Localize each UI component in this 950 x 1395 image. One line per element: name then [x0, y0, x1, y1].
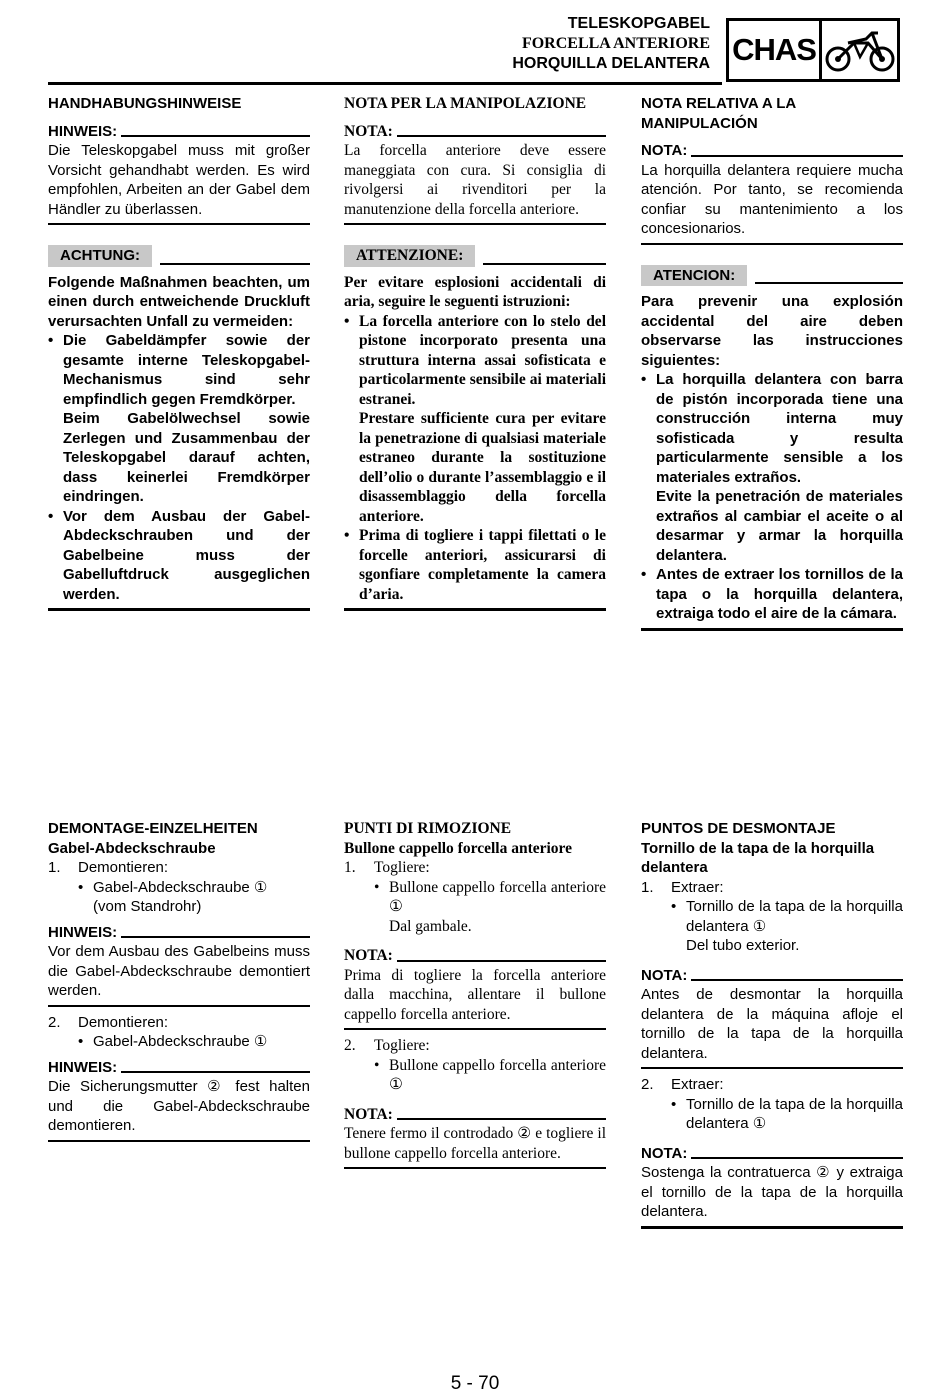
spanish-step-2-number: 2. — [641, 1076, 654, 1093]
italian-removal-note-2-rule — [344, 1167, 606, 1169]
section-label: CHAS — [729, 21, 822, 79]
german-caution-bullet-2: • Vor dem Ausbau der Gabel-Abdeckschrauben und der Gabelbeine muss der Gabelluftdruck ausgeglichen werden. — [48, 507, 310, 605]
title-german: TELESKOPGABEL — [567, 15, 710, 32]
german-step-1-label: Demontieren: — [78, 859, 169, 876]
spanish-caution-header — [641, 265, 903, 287]
german-step-1-sub: (vom Standrohr) — [93, 898, 202, 915]
german-step-1-number: 1. — [48, 859, 61, 876]
german-removal-subheading: Gabel-Abdeckschraube — [48, 839, 216, 857]
german-note-header — [48, 122, 310, 142]
spanish-step-1-number: 1. — [641, 878, 654, 896]
italian-step-2-label: Togliere: — [374, 1037, 430, 1054]
italian-step-1-label: Togliere: — [374, 859, 430, 876]
german-handling-column — [48, 94, 310, 611]
german-caution-bullet-1-cont: Beim Gabelölwechsel sowie Zerlegen und Zusammenbau der Teleskopgabel darauf achten, dass keinerlei Fremdkörper eindringen. — [63, 410, 310, 505]
german-step-2-number: 2. — [48, 1013, 61, 1031]
section-badge — [726, 18, 900, 82]
spanish-removal-note-2-header — [641, 1144, 903, 1164]
spanish-step-2-item: • Tornillo de la tapa de la horquilla delantera ① — [641, 1095, 903, 1134]
spanish-removal-heading: PUNTOS DE DESMONTAJE — [641, 820, 836, 837]
italian-step-1-item: • Bullone cappello forcella anteriore ① — [344, 878, 606, 917]
german-removal-note-1-label: HINWEIS: — [48, 923, 118, 941]
german-caution-header — [48, 245, 310, 267]
spanish-step-1-item: • Tornillo de la tapa de la horquilla delantera ① — [641, 897, 903, 936]
german-caution-intro: Folgende Maßnahmen beachten, um einen durch entweichende Druckluft verursachten Unfall zu vermeiden: — [48, 273, 310, 330]
header-rule — [48, 82, 722, 85]
italian-removal-note-1-label: NOTA: — [344, 947, 393, 964]
italian-handling-heading: NOTA PER LA MANIPOLAZIONE — [344, 95, 587, 112]
italian-step-2 — [344, 1036, 606, 1056]
spanish-caution-bullet-2: • Antes de extraer los tornillos de la tapa o la horquilla delantera, extraiga todo el aire de la cámara. — [641, 565, 903, 624]
italian-removal-subheading: Bullone cappello forcella anteriore — [344, 839, 573, 857]
spanish-step-2 — [641, 1075, 903, 1095]
spanish-caution-bullet-1-cont: Evite la penetración de materiales extraños al cambiar el aceite o al desarmar y armar la horquilla delantera. — [656, 488, 903, 564]
german-removal-column — [48, 819, 310, 1142]
spanish-caution-list — [641, 370, 903, 487]
italian-removal-column — [344, 819, 606, 1169]
german-removal-note-2-rule — [48, 1140, 310, 1142]
spanish-step-1 — [641, 878, 903, 898]
german-caution-rule — [48, 608, 310, 611]
german-removal-note-2-label: HINWEIS: — [48, 1058, 118, 1076]
spanish-removal-note-1-text: Antes de desmontar la horquilla delantera de la máquina afloje el tornillo de la tapa de la horquilla delantera. — [641, 986, 903, 1062]
german-caution-bullet-1: • Die Gabeldämpfer sowie der gesamte interne Teleskopgabel-Mechanismus sind sehr empfindlich gegen Fremdkörper. — [48, 331, 310, 409]
german-removal-note-2-header — [48, 1058, 310, 1078]
italian-removal-note-2-header — [344, 1105, 606, 1125]
spanish-note-label: NOTA: — [641, 142, 688, 159]
spanish-note-rule — [641, 243, 903, 245]
german-caution-list-2 — [48, 507, 310, 605]
german-removal-note-1-text: Vor dem Ausbau des Gabelbeins muss die Gabel-Abdeckschraube demontiert werden. — [48, 943, 310, 999]
german-step-2-item: • Gabel-Abdeckschraube ① — [48, 1032, 310, 1052]
title-italian: FORCELLA ANTERIORE — [521, 35, 710, 52]
italian-caution-header — [344, 245, 606, 267]
spanish-handling-heading: NOTA RELATIVA A LA MANIPULACIÓN — [641, 95, 796, 132]
spanish-removal-note-2-text: Sostenga la contratuerca ② y extraiga el tornillo de la tapa de la horquilla delantera. — [641, 1164, 903, 1220]
page-number: 5 - 70 — [450, 1373, 500, 1394]
spanish-note-header — [641, 141, 903, 161]
italian-note-rule — [344, 223, 606, 225]
german-removal-note-2-text: Die Sicherungsmutter ② fest halten und die Gabel-Abdeckschraube demontieren. — [48, 1078, 310, 1134]
spanish-handling-column — [641, 94, 903, 631]
italian-removal-heading: PUNTI DI RIMOZIONE — [344, 820, 512, 837]
spanish-step-1-label: Extraer: — [671, 878, 724, 896]
italian-handling-column — [344, 94, 606, 611]
italian-removal-note-1-text: Prima di togliere la forcella anteriore dalla macchina, allentare il bullone cappello forcella anteriore. — [344, 966, 606, 1023]
italian-caution-list — [344, 312, 606, 410]
italian-note-label: NOTA: — [344, 122, 393, 140]
italian-caution-rule — [344, 608, 606, 611]
italian-removal-note-2-label: NOTA: — [344, 1105, 393, 1123]
german-note-text: Die Teleskopgabel muss mit großer Vorsicht gehandhabt werden. Es wird empfohlen, Arbeiten an der Gabel dem Händler zu überlassen. — [48, 142, 310, 218]
german-handling-heading: HANDHABUNGSHINWEISE — [48, 95, 242, 112]
italian-caution-bullet-1-cont: Prestare sufficiente cura per evitare la penetrazione di qualsiasi materiale estraneo durante la sostituzione dell’olio o durante l’assemblaggio e il disassemblaggio della forcella anteriore. — [359, 410, 606, 525]
spanish-removal-note-1-label: NOTA: — [641, 966, 688, 984]
german-caution-list — [48, 331, 310, 409]
italian-removal-note-1-rule — [344, 1028, 606, 1030]
spanish-caution-list-2 — [641, 565, 903, 624]
german-step-2-label: Demontieren: — [78, 1013, 169, 1031]
italian-note-text: La forcella anteriore deve essere maneggiata con cura. Si consiglia di rivolgersi ai rivenditori per la manutenzione della forcella anteriore. — [344, 142, 606, 218]
italian-removal-note-1-header — [344, 946, 606, 966]
spanish-caution-intro: Para prevenir una explosión accidental del aire deben observarse las instrucciones siguientes: — [641, 293, 903, 369]
italian-caution-bullet-1: • La forcella anteriore con lo stelo del pistone incorporato presenta una struttura interna assai sofisticata e particolarmente sensibile ai materiali estranei. — [344, 312, 606, 410]
german-step-2 — [48, 1013, 310, 1033]
spanish-removal-column — [641, 819, 903, 1229]
italian-step-1-sub: Dal gambale. — [389, 917, 472, 935]
spanish-caution-bullet-1: • La horquilla delantera con barra de pistón incorporada tiene una construcción interna muy sofisticada y resulta particularmente sensible a los materiales extraños. — [641, 370, 903, 487]
german-caution-label: ACHTUNG: — [48, 245, 152, 267]
italian-step-1-number: 1. — [344, 859, 356, 876]
german-note-rule — [48, 223, 310, 225]
spanish-caution-label: ATENCION: — [641, 265, 747, 287]
spanish-note-text: La horquilla delantera requiere mucha atención. Por tanto, se recomienda confiar su mantenimiento a los concesionarios. — [641, 161, 903, 237]
german-step-1-item: • Gabel-Abdeckschraube ① — [48, 878, 310, 898]
italian-caution-label: ATTENZIONE: — [344, 245, 475, 267]
italian-caution-list-2 — [344, 526, 606, 604]
spanish-removal-note-1-rule — [641, 1067, 903, 1069]
spanish-removal-note-1-header — [641, 966, 903, 986]
italian-caution-intro: Per evitare esplosioni accidentali di aria, seguire le seguenti istruzioni: — [344, 273, 606, 310]
spanish-caution-rule — [641, 628, 903, 631]
german-removal-heading: DEMONTAGE-EINZELHEITEN — [48, 820, 258, 837]
spanish-removal-note-2-label: NOTA: — [641, 1144, 688, 1162]
italian-step-1 — [344, 858, 606, 878]
german-removal-note-1-header — [48, 923, 310, 943]
italian-removal-note-2-text: Tenere fermo il controdado ② e togliere il bullone cappello forcella anteriore. — [344, 1125, 606, 1162]
section-titles — [512, 14, 710, 74]
italian-note-header — [344, 122, 606, 142]
motorcycle-icon — [822, 21, 897, 79]
italian-step-2-item: • Bullone cappello forcella anteriore ① — [344, 1056, 606, 1095]
title-spanish: HORQUILLA DELANTERA — [512, 55, 710, 72]
german-step-1 — [48, 858, 310, 878]
italian-caution-bullet-2: • Prima di togliere i tappi filettati o le forcelle anteriori, assicurarsi di sgonfiare completamente la camera d’aria. — [344, 526, 606, 604]
spanish-removal-note-2-rule — [641, 1226, 903, 1229]
german-removal-note-1-rule — [48, 1005, 310, 1007]
german-note-label: HINWEIS: — [48, 122, 118, 140]
spanish-step-2-label: Extraer: — [671, 1076, 724, 1093]
spanish-step-1-sub: Del tubo exterior. — [686, 937, 800, 954]
spanish-removal-subheading: Tornillo de la tapa de la horquilla delantera — [641, 839, 875, 876]
italian-step-2-number: 2. — [344, 1037, 356, 1054]
